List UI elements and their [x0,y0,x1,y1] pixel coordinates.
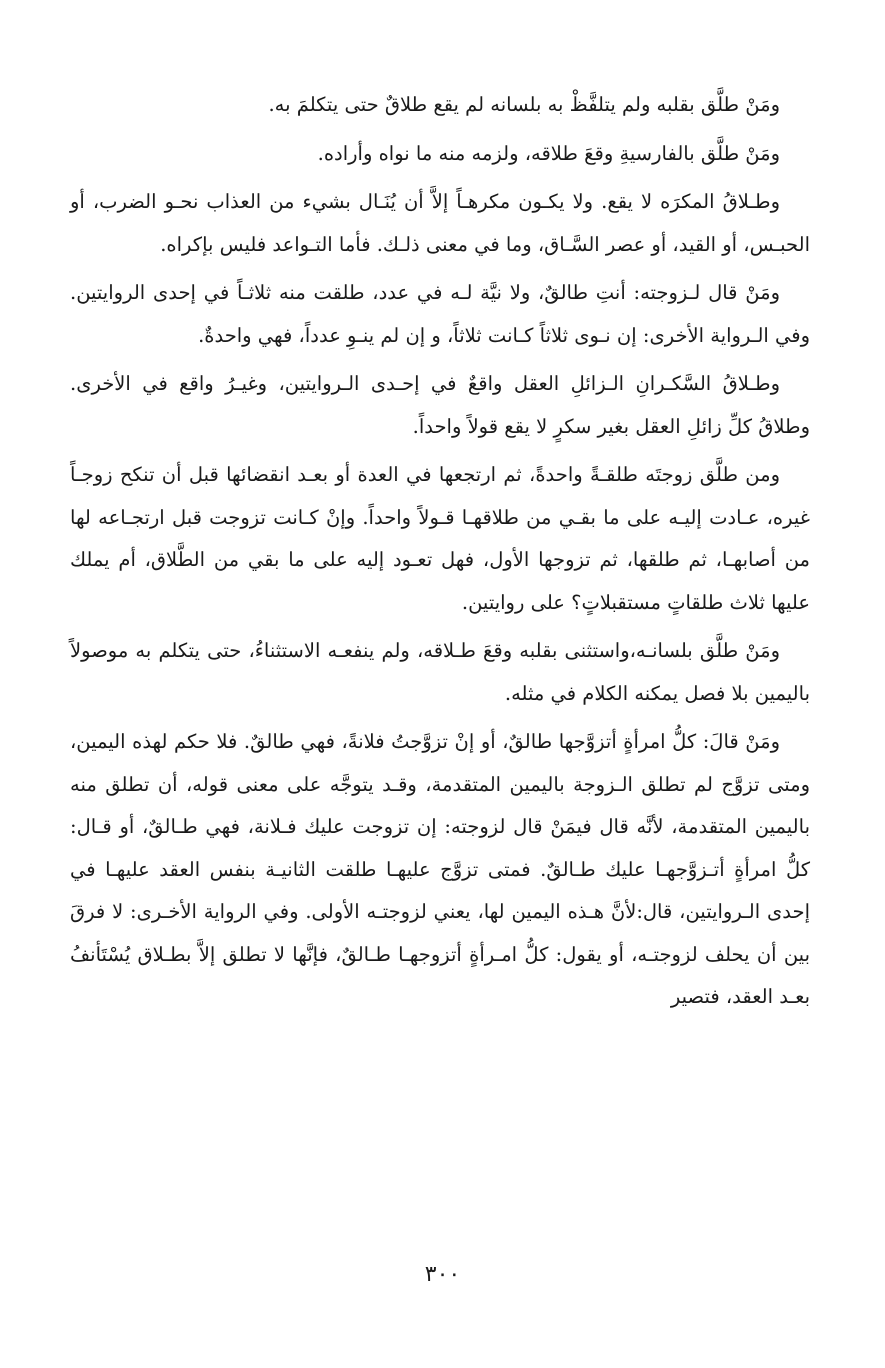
paragraph-1: ومَنْ طلَّق بقلبه ولم يتلفَّظْ به بلسانه لم يقع طلاقٌ حتى يتكلمَ به. [268,93,780,116]
paragraph-4: ومَنْ قال لـزوجته: أنتِ طالقٌ، ولا نيَّة لـه في عدد، طلقت منه ثلاثـاً في إحدى الروايتين. وفي الـرواية الأخرى: إن نـوى ثلاثاً كـانت ثلاثاً، و إن لم ينـوِ عدداً، فهي واحدةٌ. [70,281,810,347]
paragraph-6: ومن طلَّق زوجتَه طلقـةً واحدةً، ثم ارتجعها في العدة أو بعـد انقضائها قبل أن تنكح زوجـاً غيره، عـادت إليـه على ما بقـي من طلاقهـا قـولاً واحداً. وإنْ كـانت تزوجت قبل ارتجـاعه لها من أصابهـا، ثم طلقها، ثم تزوجها الأول، فهل تعـود إليه على ما بقي من الطَّلاق، أم يملك عليها ثلاث طلقاتٍ مستقبلاتٍ؟ على روايتين. [70,463,810,614]
paragraph-2: ومَنْ طلَّق بالفارسيةِ وقعَ طلاقه، ولزمه منه ما نواه وأراده. [317,141,780,165]
paragraph-5: وطـلاقُ السَّكـرانِ الـزائلِ العقل واقعٌ في إحـدى الـروايتين، وغيـرُ واقع في الأخرى. وطلاقُ كلِّ زائلِ العقل بغير سكرٍ لا يقع قولاً واحداً. [70,372,810,438]
paragraph-7: ومَنْ طلَّق بلسانـه،واستثنى بقلبه وقعَ طـلاقه، ولم ينفعـه الاستثناءُ، حتى يتكلم به موصولاً باليمين بلا فصل يمكنه الكلام في مثله. [70,639,810,705]
paragraph-8: ومَنْ قالَ: كلُّ امرأةٍ أتزوَّجها طالقٌ، أو إنْ تزوَّجتُ فلانةً، فهي طالقٌ. فلا حكم لهذه اليمين، ومتى تزوَّج لم تطلق الـزوجة باليمين المتقدمة، وقـد يتوجَّه على معنى قوله، أن تطلق منه باليمين المتقدمة، لأنَّه قال فيمَنْ قال لزوجته: إن تزوجت عليك فـلانة، فهي طـالقٌ، أو قـال: كلُّ امرأةٍ أتـزوَّجهـا عليك طـالقٌ. فمتى تزوَّج عليهـا طلقت الثانيـة بنفس العقد عليهـا في إحدى الـروايتين، قال:لأنَّ هـذه اليمين لها، يعني لزوجتـه الأولى. وفي الرواية الأخـرى: لا فرقَ بين أن يحلف لزوجتـه، أو يقول: كلُّ امـرأةٍ أتزوجهـا طـالقٌ، فإنَّها لا تطلق إلاَّ بطـلاق يُسْتَأنفُ بعـد العقد، فتصير [70,730,810,1008]
paragraph-3: وطـلاقُ المكرَه لا يقع. ولا يكـون مكرهـاً إلاَّ أن يُنَـال بشيء من العذاب نحـو الضرب، أو الحبـس، أو القيد، أو عصر السَّـاق، وما في معنى ذلـك. فأما التـواعد فليس بإكراه. [70,190,810,256]
page-body [70,84,810,1019]
page-number: ٣٠٠ [424,1262,461,1287]
